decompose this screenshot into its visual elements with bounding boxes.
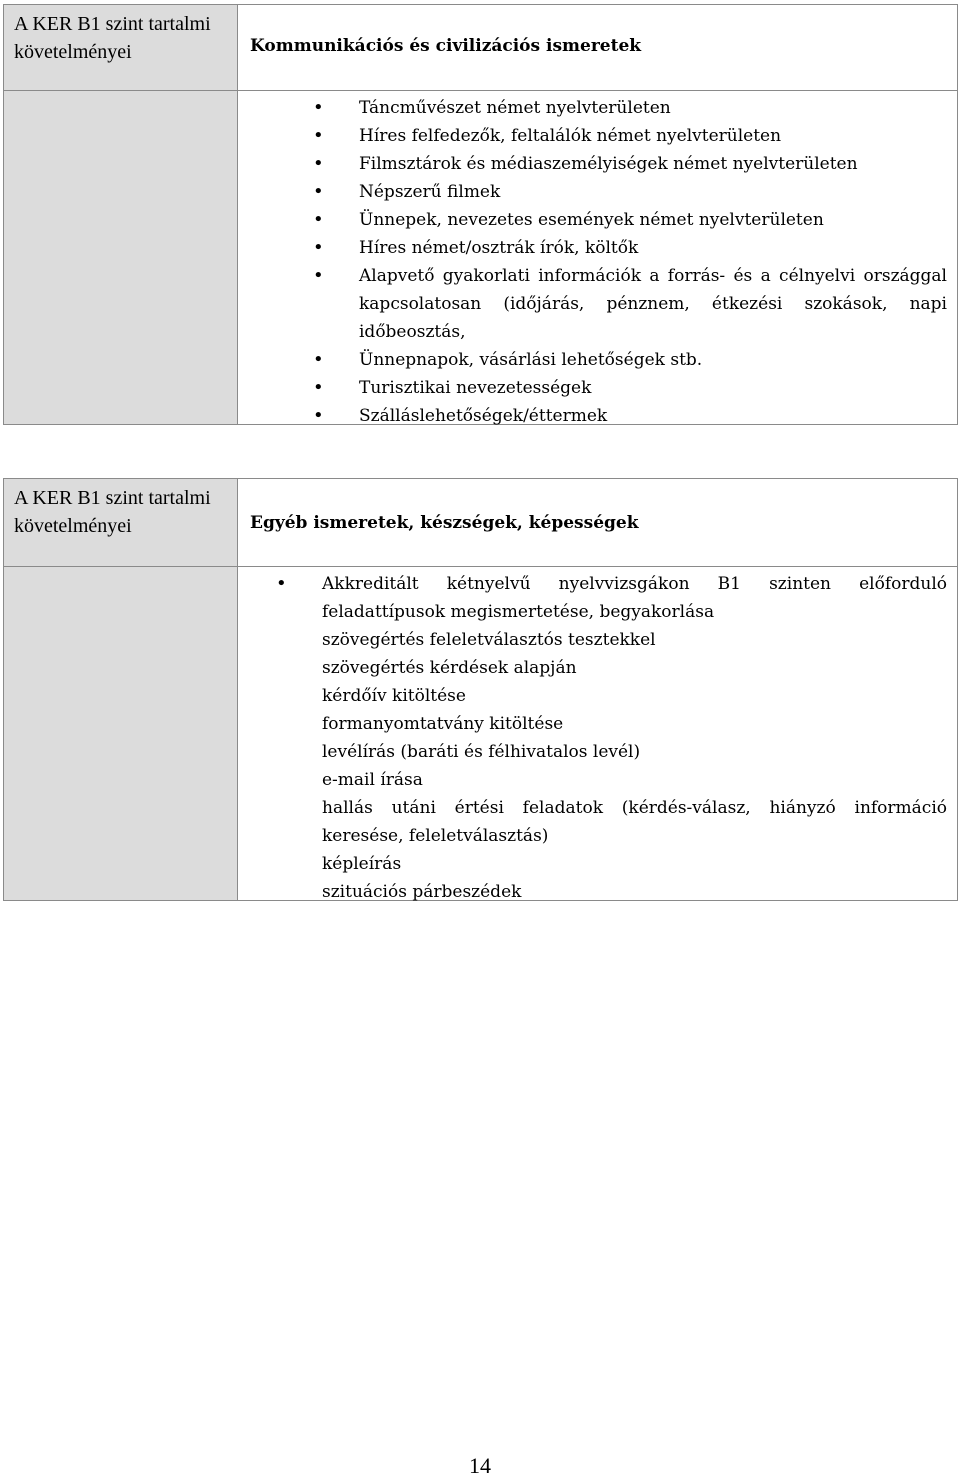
list-item-text: Alapvető gyakorlati információk a forrás- és a célnyelvi országgal kapcsolatosan (időjárás, pénznem, étkezési szokások, napi időbeosztás, (359, 266, 947, 342)
list-item (313, 346, 947, 374)
section-title: Kommunikációs és civilizációs ismeretek (250, 36, 642, 56)
list-item-text: Híres felfedezők, feltalálók német nyelvterületen (359, 126, 782, 146)
list-item-text: Táncművészet német nyelvterületen (359, 98, 671, 118)
bullet-icon: • (313, 405, 324, 426)
list-item-text: Híres német/osztrák írók, költők (359, 238, 639, 258)
table-egyeb (3, 478, 958, 901)
table-kommunikacios (3, 4, 958, 425)
list-item (313, 122, 947, 150)
left-column-cell (4, 479, 238, 566)
left-column-cell (4, 5, 238, 90)
list-item (313, 374, 947, 402)
list-item-text: kérdőív kitöltése (322, 686, 466, 706)
list-item-text: szövegértés feleletválasztós tesztekkel (322, 630, 656, 650)
table-header-row (4, 5, 957, 90)
list-item (313, 206, 947, 234)
list-item-text: Ünnepnapok, vásárlási lehetőségek stb. (359, 350, 703, 370)
section-title: Egyéb ismeretek, készségek, képességek (250, 513, 639, 533)
list-item (322, 850, 947, 878)
content-cell (238, 91, 957, 424)
topic-list (238, 91, 957, 430)
list-item-text: Ünnepek, nevezetes események német nyelvterületen (359, 210, 824, 230)
list-item-text: szövegértés kérdések alapján (322, 658, 577, 678)
bullet-icon: • (313, 377, 324, 398)
list-item-text: formanyomtatvány kitöltése (322, 714, 564, 734)
bullet-icon: • (313, 237, 324, 258)
left-column-label: A KER B1 szint tartalmi követelményei (14, 487, 211, 537)
bullet-icon: • (313, 349, 324, 370)
list-item (313, 402, 947, 430)
left-column-cell (4, 91, 238, 424)
list-item-text: szituációs párbeszédek (322, 882, 522, 902)
list-item-text: Szálláslehetőségek/éttermek (359, 406, 608, 426)
content-cell (238, 567, 957, 900)
list-item-text: e-mail írása (322, 770, 423, 790)
list-item-text: Filmsztárok és médiaszemélyiségek német nyelvterületen (359, 154, 858, 174)
table-body-row (4, 566, 957, 900)
bullet-icon: • (313, 181, 324, 202)
title-cell (238, 5, 957, 90)
list-item (322, 710, 947, 738)
list-item (322, 654, 947, 682)
page-number: 14 (469, 1453, 491, 1478)
list-item-text: Akkreditált kétnyelvű nyelvvizsgákon B1 szinten előforduló feladattípusok megismertetése, begyakorlása (322, 574, 947, 622)
left-column-cell (4, 567, 238, 900)
list-item-text: levélírás (baráti és félhivatalos levél) (322, 742, 641, 762)
left-column-label: A KER B1 szint tartalmi követelményei (14, 13, 211, 63)
list-item-text: hallás utáni értési feladatok (kérdés-válasz, hiányzó információ keresése, feleletválasztás) (322, 798, 947, 846)
bullet-icon: • (276, 573, 287, 594)
list-item (322, 626, 947, 654)
skill-list (238, 567, 957, 906)
title-cell (238, 479, 957, 566)
list-item (322, 766, 947, 794)
list-item (322, 794, 947, 850)
table-body-row (4, 90, 957, 424)
bullet-icon: • (313, 209, 324, 230)
bullet-icon: • (313, 153, 324, 174)
list-item-text: Turisztikai nevezetességek (359, 378, 592, 398)
list-item (313, 234, 947, 262)
bullet-icon: • (313, 97, 324, 118)
list-item (322, 878, 947, 906)
table-header-row (4, 479, 957, 566)
list-item (276, 570, 947, 626)
bullet-icon: • (313, 265, 324, 286)
bullet-icon: • (313, 125, 324, 146)
list-item (313, 178, 947, 206)
list-item-text: Népszerű filmek (359, 182, 501, 202)
list-item (313, 262, 947, 346)
list-item (313, 150, 947, 178)
list-item (313, 94, 947, 122)
list-item (322, 682, 947, 710)
list-item-text: képleírás (322, 854, 402, 874)
list-item (322, 738, 947, 766)
